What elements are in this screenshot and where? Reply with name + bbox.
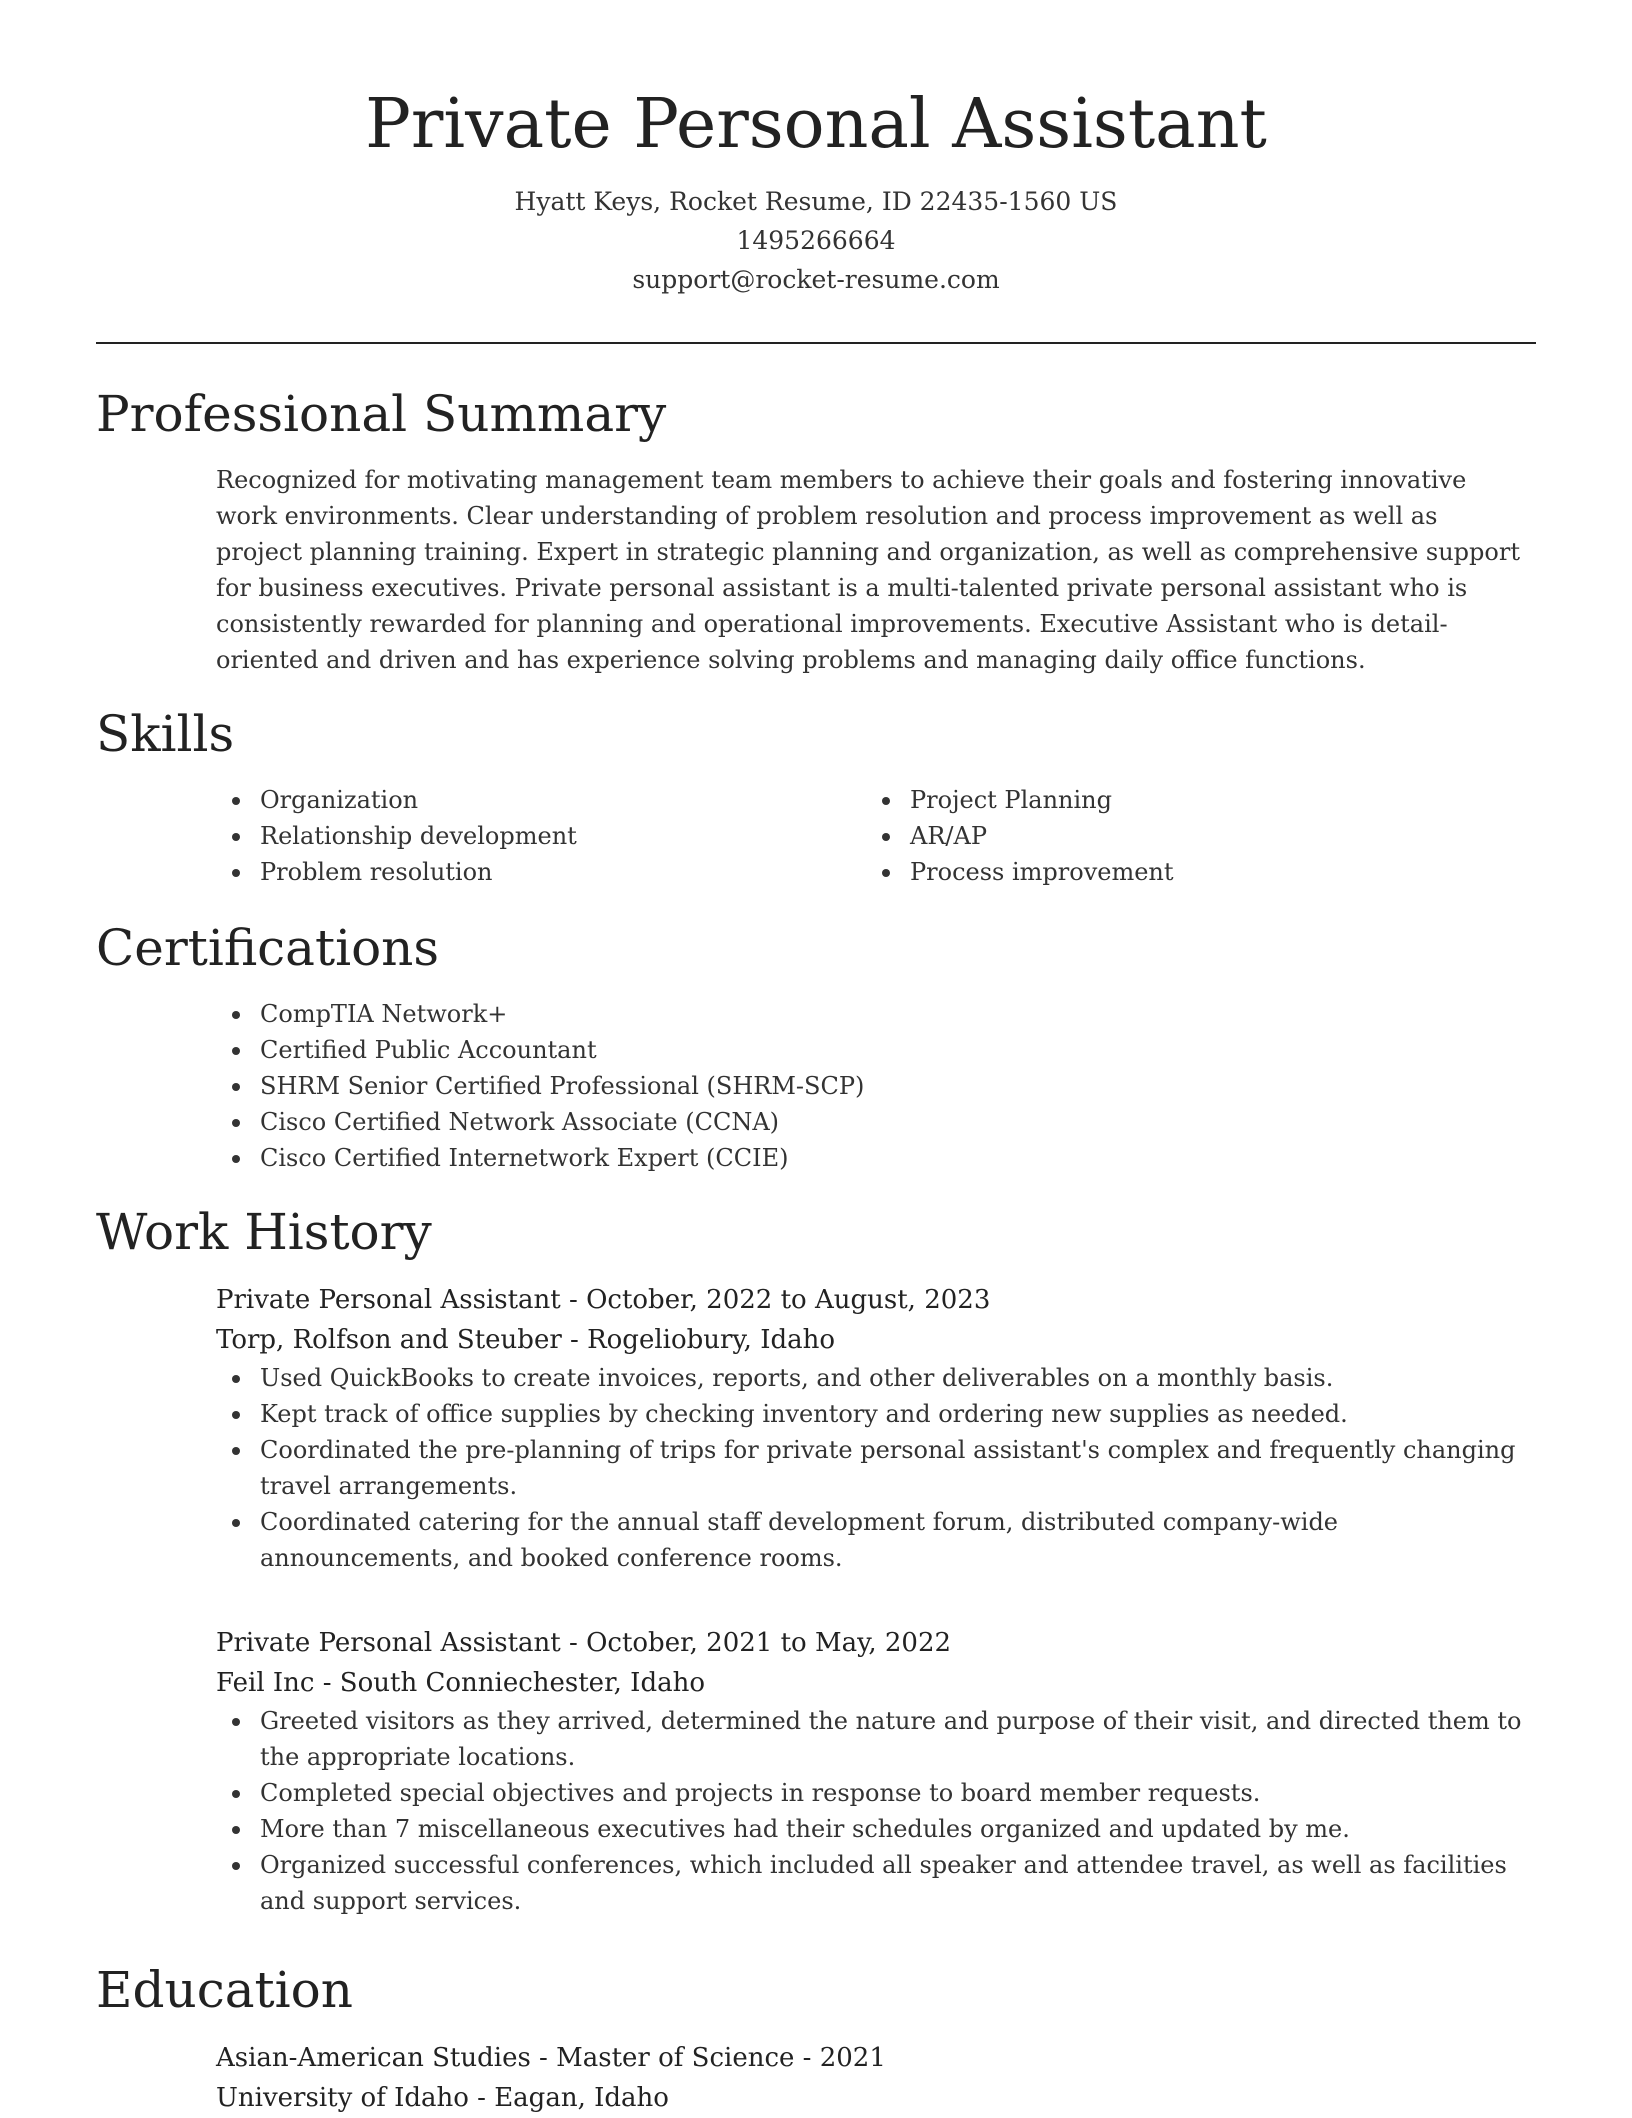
job-entry bbox=[216, 1280, 1526, 1576]
certification-item: Cisco Certified Internetwork Expert (CCIE) bbox=[216, 1140, 1526, 1176]
resume-header bbox=[96, 80, 1536, 299]
skill-item: Problem resolution bbox=[216, 854, 816, 890]
education-heading: Education bbox=[96, 1961, 353, 2019]
certifications-list bbox=[216, 996, 1526, 1176]
skill-item: Process improvement bbox=[866, 854, 1466, 890]
job-bullet: Completed special objectives and projects in response to board member requests. bbox=[216, 1775, 1526, 1811]
skills-list-left bbox=[216, 782, 816, 890]
job-title-line: Private Personal Assistant - October, 2022 to August, 2023 bbox=[216, 1285, 991, 1315]
certifications-heading: Certifications bbox=[96, 919, 440, 977]
certification-item: Cisco Certified Network Associate (CCNA) bbox=[216, 1104, 1526, 1140]
job-bullet: Coordinated the pre-planning of trips for private personal assistant's complex and frequently changing travel arrangements. bbox=[216, 1432, 1526, 1504]
job-bullet: Coordinated catering for the annual staff development forum, distributed company-wide announcements, and booked conference rooms. bbox=[216, 1504, 1526, 1576]
email: support@rocket-resume.com bbox=[632, 265, 1000, 294]
degree-line: Asian-American Studies - Master of Science - 2021 bbox=[216, 2043, 886, 2073]
phone: 1495266664 bbox=[736, 226, 896, 255]
job-title-line: Private Personal Assistant - October, 2021 to May, 2022 bbox=[216, 1628, 952, 1658]
header-divider bbox=[96, 342, 1536, 344]
skills-heading: Skills bbox=[96, 705, 235, 763]
job-bullets bbox=[216, 1360, 1526, 1576]
candidate-name: Private Personal Assistant bbox=[365, 85, 1267, 164]
skills-list-right bbox=[866, 782, 1466, 890]
job-company-line: Torp, Rolfson and Steuber - Rogeliobury, Idaho bbox=[216, 1325, 836, 1355]
job-bullet: Used QuickBooks to create invoices, reports, and other deliverables on a monthly basis. bbox=[216, 1360, 1526, 1396]
skill-item: AR/AP bbox=[866, 818, 1466, 854]
certification-item: SHRM Senior Certified Professional (SHRM-SCP) bbox=[216, 1068, 1526, 1104]
job-bullets bbox=[216, 1703, 1526, 1919]
contact-info bbox=[96, 182, 1536, 299]
education-entry bbox=[216, 2038, 1526, 2118]
certification-item: CompTIA Network+ bbox=[216, 996, 1526, 1032]
skill-item: Organization bbox=[216, 782, 816, 818]
school-line: University of Idaho - Eagan, Idaho bbox=[216, 2083, 669, 2113]
job-bullet: Greeted visitors as they arrived, determined the nature and purpose of their visit, and directed them to the appropriate locations. bbox=[216, 1703, 1526, 1775]
skill-item: Relationship development bbox=[216, 818, 816, 854]
job-bullet: Kept track of office supplies by checking inventory and ordering new supplies as needed. bbox=[216, 1396, 1526, 1432]
job-company-line: Feil Inc - South Conniechester, Idaho bbox=[216, 1668, 705, 1698]
job-entry bbox=[216, 1623, 1526, 1919]
skill-item: Project Planning bbox=[866, 782, 1466, 818]
address: Hyatt Keys, Rocket Resume, ID 22435-1560 US bbox=[514, 187, 1118, 216]
summary-heading: Professional Summary bbox=[96, 385, 667, 443]
summary-text: Recognized for motivating management team members to achieve their goals and fostering innovative work environments. Clear understanding of problem resolution and process improvement as well as project planning training. Expert in strategic planning and organization, as well as comprehensive support for business executives. Private personal assistant is a multi-talented private personal assistant who is consistently rewarded for planning and operational improvements. Executive Assistant who is detail-oriented and driven and has experience solving problems and managing daily office functions. bbox=[216, 466, 1520, 674]
certification-item: Certified Public Accountant bbox=[216, 1032, 1526, 1068]
work-history-heading: Work History bbox=[96, 1203, 432, 1261]
job-bullet: More than 7 miscellaneous executives had their schedules organized and updated by me. bbox=[216, 1811, 1526, 1847]
job-bullet: Organized successful conferences, which included all speaker and attendee travel, as well as facilities and support services. bbox=[216, 1847, 1526, 1919]
